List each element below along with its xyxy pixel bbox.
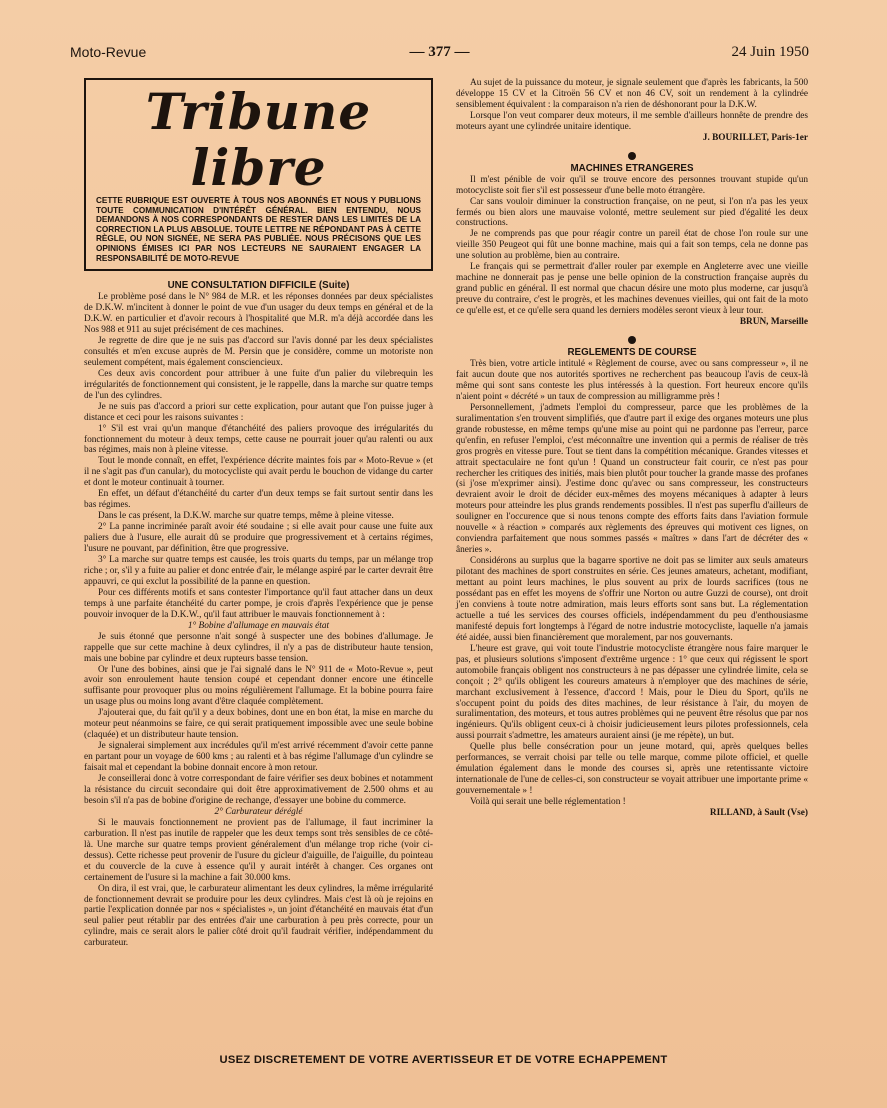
rubrique-title: Tribune libre	[145, 82, 372, 197]
magazine-name: Moto-Revue	[70, 44, 147, 60]
signature: BRUN, Marseille	[739, 317, 808, 328]
paragraph: Car sans vouloir diminuer la construction française, on ne peut, si l'on n'a pas les yeux fermés ou bien alors une mauvaise volonté, mettre seulement sur pied d'égalité les deux constructions.	[456, 196, 808, 229]
paragraph: Voilà qui serait une belle réglementation !	[470, 797, 626, 808]
article-heading: REGLEMENTS DE COURSE	[567, 347, 697, 359]
bullet-separator-icon	[628, 336, 636, 344]
paragraph: Le français qui se permettrait d'aller rouler par exemple en Angleterre avec une vieille machine ne donnerait pas je pense une belle opinion de la construction française auprès du grand public en général. Il est normal que chacun désire une moto plus moderne, car jusqu'à preuve du contraire, c'est le progrès, et les machines devenues vieilles, qui ont fait de la moto ce qu'elle est, et ce qu'elle sera quand les derniers modèles seront vieux à leur tour.	[456, 262, 808, 317]
paragraph: 1° S'il est vrai qu'un manque d'étanchéité des paliers provoque des irrégularités du fonctionnement du moteur à deux temps, cette cause ne pourrait jouer qu'au ralenti ou aux bas régimes, mais non à pleine vitesse.	[84, 423, 433, 456]
rubrique-box	[84, 78, 433, 271]
paragraph: Dans le cas présent, la D.K.W. marche sur quatre temps, même à pleine vitesse.	[98, 511, 394, 522]
page-number: — 377 —	[409, 44, 470, 60]
paragraph: Je suis étonné que personne n'ait songé à suspecter une des bobines d'allumage. Je rappelle que sur cette machine à deux cylindres, il n'y a pas de distributeur haute tension, mais une bobine par cylindre et deux rupteurs basse tension.	[84, 631, 433, 664]
paragraph: Pour ces différents motifs et sans contester l'importance qu'il faut attacher dans un deux temps à une parfaite étanchéité du carter pompe, je crois d'après l'expérience que je pense pouvoir invoquer de la D.K.W., qu'il faut attribuer le mauvais fonctionnement à :	[84, 587, 433, 620]
paragraph: Je signalerai simplement aux incrédules qu'il m'est arrivé récemment d'avoir cette panne en partant pour un voyage de 600 kms ; au ralenti et à bas régime l'allumage d'un cylindre se faisait mal et cependant la bobine donnait encore à mon retour.	[84, 741, 433, 774]
paragraph: Tout le monde connaît, en effet, l'expérience décrite maintes fois par « Moto-Revue » (et il ne s'agit pas d'un canular), du motocycliste qui avait perdu le bouchon de vidange du carter et dont le moteur continuait à tourner.	[84, 456, 433, 489]
paragraph: J'ajouterai que, du fait qu'il y a deux bobines, dont une en bon état, la mise en marche du moteur peut néanmoins se faire, ce qui serait pratiquement impossible avec une seule bobine (claquée) et un distributeur haute tension.	[84, 708, 433, 741]
paragraph: Ces deux avis concordent pour attribuer à une fuite d'un palier du vilebrequin les irrégularités de fonctionnement qui consistent, je le rappelle, dans la marche sur quatre temps de l'un des cylindres.	[84, 368, 433, 401]
paragraph: Je ne comprends pas que pour réagir contre un pareil état de chose l'on roule sur une vieille 350 Peugeot qui fût une bonne machine, mais qui a fait son temps, cela ne donne pas une solution au problème, bien au contraire.	[456, 229, 808, 262]
article-heading: UNE CONSULTATION DIFFICILE (Suite)	[167, 280, 350, 292]
paragraph: Or l'une des bobines, ainsi que je l'ai signalé dans le N° 911 de « Moto-Revue », peut avoir son enroulement haute tension coupé et cependant donner encore une étincelle suffisante pour provoquer plus ou moins régulièrement l'allumage. Et la bobine pourra faire un usage plus ou moins long avant d'être claquée complètement.	[84, 664, 433, 708]
paragraph: L'heure est grave, qui voit toute l'industrie motocycliste étrangère nous faire marquer le pas, et plusieurs solutions s'imposent d'extrême urgence : 1° que ceux qui régissent le sport automobile français obligent nos constructeurs à ne pas dépasser une cylindrée limite, cela se conçoit ; 2° qu'ils obligent les coureurs amateurs à n'employer que des machines de série, marchant exclusivement à l'essence, d'accord ! Mais, pour le Dieu du Sport, qu'ils ne s'occupent point du poids des dites machines, de leur résistance à l'air, du moyen de suralimentation, des moteurs, et tous autres problèmes qui ne peuvent être résolus que par nos ingénieurs. Qu'ils obligent ceux-ci à choisir judicieusement leurs pilotes professionnels, cela aussi pourrait s'admettre, les amateurs auraient ainsi (je me répète), un but.	[456, 643, 808, 742]
paragraph: Si le mauvais fonctionnement ne provient pas de l'allumage, il faut incriminer la carburation. Il n'est pas inutile de rappeler que les deux temps sont très sensibles de ce côté-là. Une marche sur quatre temps provient généralement d'un mélange trop riche (voir ci-dessus). Cette richesse peut provenir de l'usure du gicleur d'aiguille, de l'aiguille, du pointeau et du couvercle de la cuve à essence qu'il y aurait intérêt à changer. Ces organes ont certainement de l'usure si la machine a fait 30.000 kms.	[84, 817, 433, 883]
paragraph: Le problème posé dans le N° 984 de M.R. et les réponses données par deux spécialistes de D.K.W. m'incitent à donner le point de vue d'un usager du deux temps en général et de la D.K.W. en particulier et d'avoir recours à l'hospitalité que M.R. m'a déjà accordée dans les Nos 988 et 911 au sujet précisément de ces machines.	[84, 292, 433, 335]
paragraph: Quelle plus belle consécration pour un jeune motard, qui, après quelques belles performances, se verrait choisi par telle ou telle marque, comme pilote officiel, et quelle émulation également dans le monde des courses si, après une retentissante victoire internationale de l'une de celles-ci, son constructeur se voyait attribuer une importante prime « gouvernementale » !	[456, 742, 808, 797]
bullet-separator-icon	[628, 152, 636, 160]
paragraph: Je regrette de dire que je ne suis pas d'accord sur l'avis donné par les deux spécialistes consultés et m'en excuse auprès de M. Persin que je considère, comme un motoriste non seulement compétent, mais également consciencieux.	[84, 335, 433, 368]
paragraph: On dira, il est vrai, que, le carburateur alimentant les deux cylindres, la même irrégularité de fonctionnement devrait se produire pour les deux cylindres. Mais c'est là où je rejoins en partie l'explication donnée par nos « spécialistes », un joint d'étanchéité en mauvais état d'un seul palier peut rétablir par des entrées d'air une carburation à peu près correcte, pour un cylindre, mais ce serait alors le palier côté droit qu'il faudrait vérifier, indépendamment du carburateur.	[84, 883, 433, 949]
footer-slogan: USEZ DISCRETEMENT DE VOTRE AVERTISSEUR ET DE VOTRE ECHAPPEMENT	[219, 1054, 668, 1066]
paragraph: Il m'est pénible de voir qu'il se trouve encore des personnes trouvant stupide qu'un motocycliste soit fier s'il est possesseur d'une belle moto étrangère.	[456, 174, 808, 196]
paragraph: Considérons au surplus que la bagarre sportive ne doit pas se limiter aux seuls amateurs pilotant des machines de sport construites en série. Ces jeunes amateurs, achetant, modifiant, mettant au point leurs machines, le plus souvent au prix de lourds sacrifices (tous ne possédant pas en effet les moyens de s'offrir une Norton ou autre Guzzi de course), ont droit j'en conviens à toute notre admiration, mais leurs efforts sont sans but. La réglementation actuelle a tué les services des courses officiels, indépendamment du peu d'enthousiasme manifesté depuis fort longtemps à l'égard de notre industrie motocycliste, laquelle n'a jamais été aidée, aussi bien financièrement que moralement, par nos gouvernants.	[456, 556, 808, 643]
paragraph: Au sujet de la puissance du moteur, je signale seulement que d'après les fabricants, la 500 développe 15 CV et la Citroën 56 CV et non 46 CV, soit un rendement à la cylindrée sensiblement équivalent : la comparaison n'a rien de déshonorant pour la D.K.W.	[456, 78, 808, 110]
signature: J. BOURILLET, Paris-1er	[702, 132, 808, 143]
right-column	[456, 78, 808, 819]
issue-date: 24 Juin 1950	[731, 44, 809, 60]
paragraph: En effet, un défaut d'étanchéité du carter d'un deux temps se fait surtout sentir dans les bas régimes.	[84, 489, 433, 511]
article-heading: MACHINES ETRANGERES	[570, 162, 694, 174]
left-column	[84, 78, 433, 949]
subheading: 1° Bobine d'allumage en mauvais état	[187, 620, 330, 631]
subheading: 2° Carburateur déréglé	[214, 806, 303, 817]
paragraph: Je conseillerai donc à votre correspondant de faire vérifier ses deux bobines et notamment la résistance du circuit secondaire qui doit être approximativement de 2.500 ohms et au besoin s'il n'a pas de bobine d'origine de rechange, d'essayer une bobine du commerce.	[84, 774, 433, 806]
rubrique-notice: CETTE RUBRIQUE EST OUVERTE À TOUS NOS ABONNÉS ET NOUS Y PUBLIONS TOUTE COMMUNICATION D'INTÉRÊT GÉNÉRAL. BIEN ENTENDU, NOUS DEMANDONS À NOS CORRESPONDANTS DE RESTER DANS LES LIMITES DE LA CORRECTION LA PLUS ABSOLUE. TOUTE LETTRE NE RÉPONDANT PAS À CETTE RÈGLE, OU NON SIGNÉE, NE SERA PAS PUBLIÉE. NOUS PRÉCISONS QUE LES OPINIONS ÉMISES ICI PAR NOS LECTEURS NE SAURAIENT ENGAGER LA RESPONSABILITÉ DE MOTO-REVUE	[96, 196, 421, 263]
paragraph: 2° La panne incriminée paraît avoir été soudaine ; si elle avait pour cause une fuite aux paliers due à l'usure, elle aurait dû se produire que progressivement et à certains régimes, l'usure ne pouvant, par définition, être que progressive.	[84, 522, 433, 555]
paragraph: Lorsque l'on veut comparer deux moteurs, il me semble d'ailleurs honnête de prendre des moteurs ayant une cylindrée unitaire identique.	[456, 110, 808, 132]
paragraph: Je ne suis pas d'accord a priori sur cette explication, pour autant que l'on puisse juger à distance et ceci pour les raisons suivantes :	[84, 401, 433, 423]
signature: RILLAND, à Sault (Vse)	[709, 808, 808, 819]
page-header	[70, 44, 809, 66]
paragraph: Personnellement, j'admets l'emploi du compresseur, parce que les problèmes de la suralimentation s'en trouvent simplifiés, que d'autre part il exige des organes moteurs une plus grande robustesse, en même temps qu'une mise au point qui ne pardonne pas l'erreur, parce qu'enfin, en refuser l'emploi, c'est méconnaître une invention qui a permis de réaliser de très gros progrès en vitesse pure. Tout se tient dans la compétition mécanique. Grandes vitesses et attrait spectaculaire ne font qu'un ! Quand un constructeur fait courir, ce n'est pas pour rechercher les critiques des initiés, mais bien plutôt pour toucher la grande masse des profanes (si j'ose m'exprimer ainsi). J'estime donc qu'avec ou sans compresseur, les constructeurs devraient avoir le droit de décider eux-mêmes des moyens mécaniques à adapter à leurs moteurs pour atteindre les plus grands rendements possibles. Il n'est pas superflu d'ailleurs de souligner en l'occurence que si nous tenons compte des efforts faits dans l'aviation formule nouvelle « à réaction » comparés aux règlements des épreuves qui motivent ces lignes, on conviendra parfaitement que nous sommes passés « maîtres » dans l'art de décréter des « âneries ».	[456, 402, 808, 556]
paragraph: 3° La marche sur quatre temps est causée, les trois quarts du temps, par un mélange trop riche ; or, s'il y a fuite au palier et donc entrée d'air, le mélange aspiré par le carter devrait être appauvri, ce qui exclut la possibilité de la panne en question.	[84, 554, 433, 587]
paragraph: Très bien, votre article intitulé « Règlement de course, avec ou sans compresseur », il ne fait aucun doute que nos autorités sportives ne recherchent pas beaucoup l'avis de ceux-là même qui sont sans conteste les plus intéressés à la question. Fort heureux encore qu'ils n'aient point « décrété » un taux de compression au milligramme près !	[456, 358, 808, 402]
